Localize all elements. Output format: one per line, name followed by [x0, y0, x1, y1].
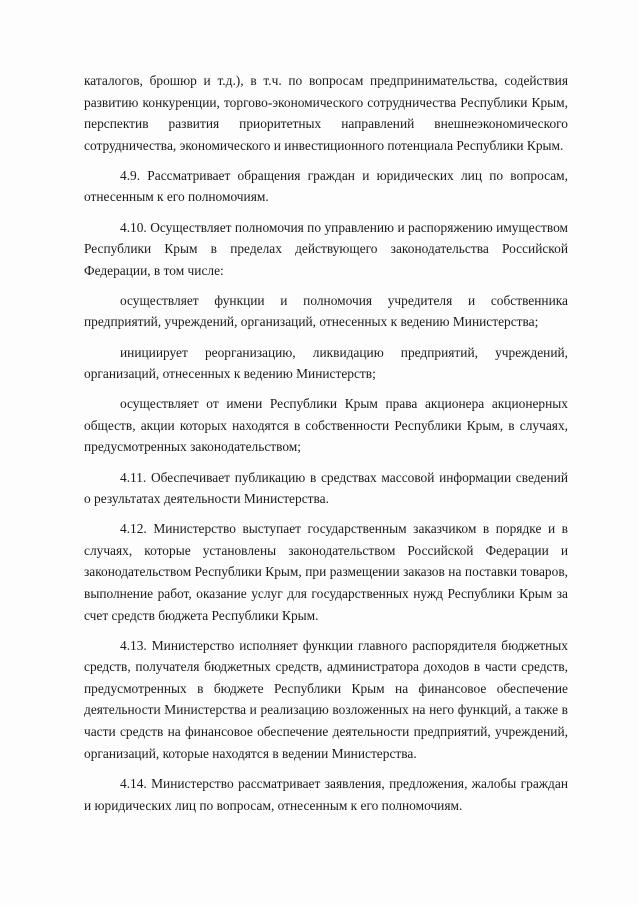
paragraph-continuation: каталогов, брошюр и т.д.), в т.ч. по вопросам предпринимательства, содействия развитию конкуренции, торгово-экономического сотрудничества Республики Крым, перспектив развития приоритетных направлений внешнеэкономического сотрудничества, экономического и инвестиционного потенциала Республики Крым.	[84, 73, 568, 153]
paragraph-4-10-item-reorganization: инициирует реорганизацию, ликвидацию предприятий, учреждений, организаций, отнесенных к ведению Министерств;	[84, 344, 568, 382]
paragraph-4-9: 4.9. Рассматривает обращения граждан и юридических лиц по вопросам, отнесенным к его полномочиям.	[84, 167, 568, 205]
paragraph-4-10: 4.10. Осуществляет полномочия по управлению и распоряжению имуществом Республики Крым в пределах действующего законодательства Российской Федерации, в том числе:	[84, 219, 568, 278]
paragraph-4-10-item-founder: осуществляет функции и полномочия учредителя и собственника предприятий, учреждений, организаций, отнесенных к ведению Министерства;	[84, 292, 568, 330]
document-body	[84, 70, 568, 825]
paragraph-4-14: 4.14. Министерство рассматривает заявления, предложения, жалобы граждан и юридических лиц по вопросам, отнесенным к его полномочиям.	[84, 776, 568, 813]
paragraph-4-10-item-shareholder: осуществляет от имени Республики Крым права акционера акционерных обществ, акции которых находятся в собственности Республики Крым, в случаях, предусмотренных законодательством;	[84, 396, 568, 455]
paragraph-4-13: 4.13. Министерство исполняет функции главного распорядителя бюджетных средств, получателя бюджетных средств, администратора доходов в части средств, предусмотренных в бюджете Республики Крым на финансовое обеспечение деятельности Министерства и реализацию возложенных на него функций, а также в части средств на финансовое обеспечение деятельности предприятий, учреждений, организаций, которые находятся в ведении Министерства.	[84, 637, 568, 761]
paragraph-4-12: 4.12. Министерство выступает государственным заказчиком в порядке и в случаях, которые установлены законодательством Российской Федерации и законодательством Республики Крым, при размещении заказов на поставки товаров, выполнение работ, оказание услуг для государственных нужд Республики Крым за счет средств бюджета Республики Крым.	[84, 521, 568, 623]
paragraph-4-11: 4.11. Обеспечивает публикацию в средствах массовой информации сведений о результатах деятельности Министерства.	[84, 469, 568, 507]
